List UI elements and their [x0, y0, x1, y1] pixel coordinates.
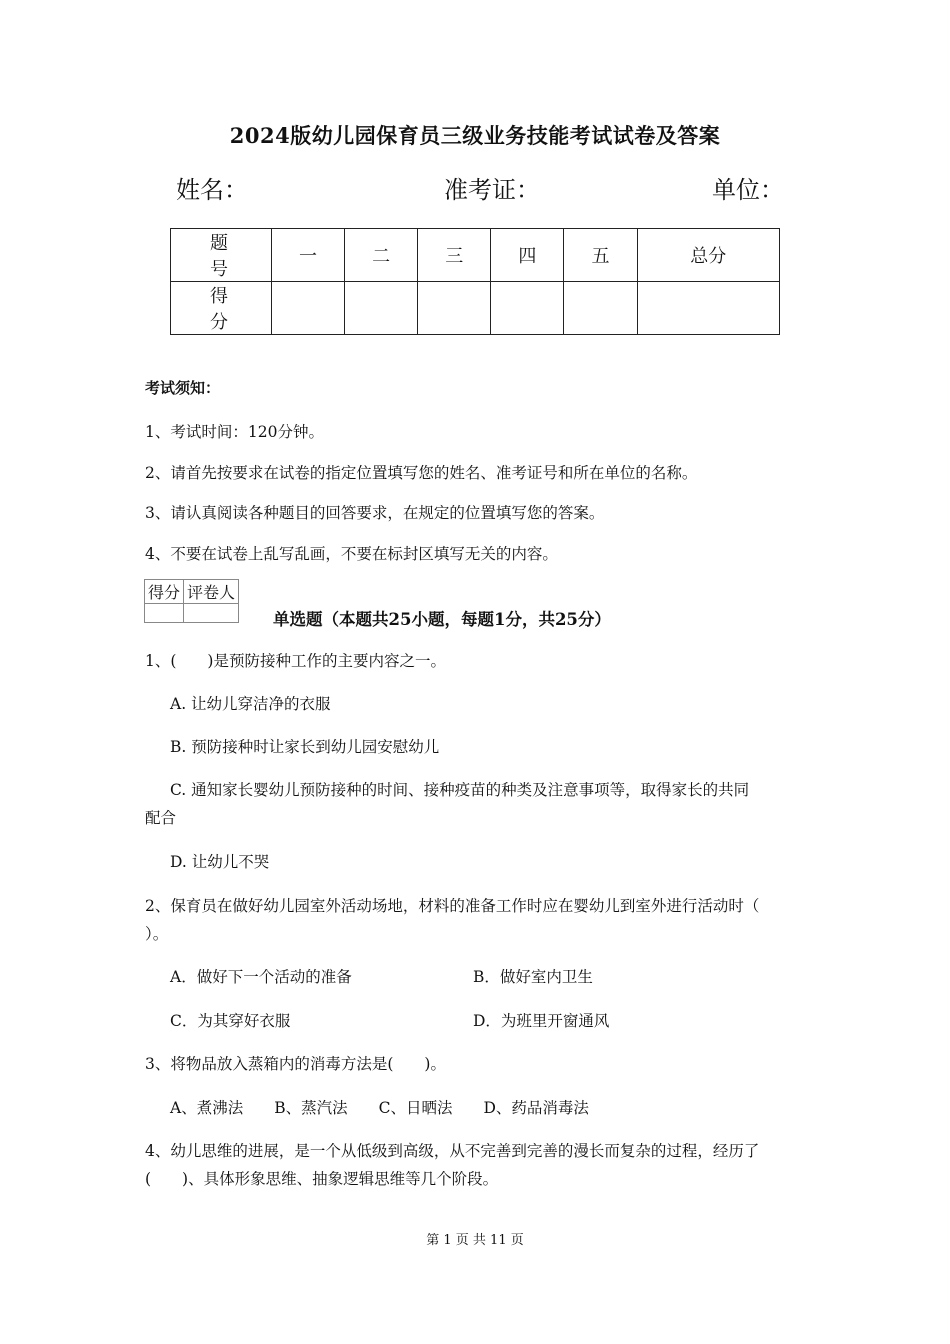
score-table-score-row — [171, 282, 780, 335]
q1-option-c-cont: 配合 — [145, 809, 177, 827]
score-table-header-row — [171, 229, 780, 282]
score-cell-total — [637, 282, 779, 335]
q3-options: A、煮沸法 B、蒸汽法 C、日晒法 D、药品消毒法 — [170, 1099, 589, 1117]
q3-stem: 3、将物品放入蒸箱内的消毒方法是( )。 — [145, 1055, 446, 1073]
grader-table-score-label: 得分 — [145, 580, 184, 604]
grader-table-grader-cell — [184, 604, 239, 623]
q2-option-c: C．为其穿好衣服 — [170, 1012, 291, 1030]
score-table-row-label: 得 分 — [171, 282, 272, 335]
q4-stem: 4、幼儿思维的进展，是一个从低级到高级，从不完善到完善的漫长而复杂的过程，经历了 — [145, 1142, 760, 1160]
grader-table — [144, 579, 239, 623]
score-cell-2 — [345, 282, 418, 335]
page-footer: 第 1 页 共 11 页 — [426, 1233, 524, 1248]
notice-item-3: 3、请认真阅读各种题目的回答要求，在规定的位置填写您的答案。 — [145, 504, 605, 522]
page-title: 2024版幼儿园保育员三级业务技能考试试卷及答案 — [229, 123, 721, 148]
score-table — [170, 228, 780, 335]
q2-option-a: A．做好下一个活动的准备 — [170, 968, 352, 986]
score-cell-5 — [564, 282, 637, 335]
q1-stem: 1、( )是预防接种工作的主要内容之一。 — [145, 652, 446, 670]
score-cell-1 — [272, 282, 345, 335]
grader-table-score-cell — [145, 604, 184, 623]
unit-field-label: 单位： — [712, 176, 784, 204]
score-cell-3 — [418, 282, 491, 335]
score-table-header-3: 三 — [418, 229, 491, 282]
q1-option-d: D. 让幼儿不哭 — [170, 853, 270, 871]
q1-option-a: A. 让幼儿穿洁净的衣服 — [170, 695, 331, 713]
q2-option-d: D．为班里开窗通风 — [473, 1012, 610, 1030]
q2-stem-cont: ）。 — [145, 925, 169, 943]
grader-table-grader-label: 评卷人 — [184, 580, 239, 604]
notice-item-4: 4、不要在试卷上乱写乱画，不要在标封区填写无关的内容。 — [145, 545, 558, 563]
q1-option-c: C. 通知家长婴幼儿预防接种的时间、接种疫苗的种类及注意事项等，取得家长的共同 — [170, 781, 750, 799]
q2-stem: 2、保育员在做好幼儿园室外活动场地，材料的准备工作时应在婴幼儿到室外进行活动时（ — [145, 897, 760, 915]
q1-option-b: B. 预防接种时让家长到幼儿园安慰幼儿 — [170, 738, 440, 756]
score-table-header-total: 总分 — [637, 229, 779, 282]
q2-option-b: B．做好室内卫生 — [473, 968, 593, 986]
notice-item-2: 2、请首先按要求在试卷的指定位置填写您的姓名、准考证号和所在单位的名称。 — [145, 464, 698, 482]
notice-item-1: 1、考试时间：120分钟。 — [145, 423, 324, 441]
score-table-header-label: 题 号 — [171, 229, 272, 282]
name-field-label: 姓名： — [176, 176, 248, 204]
section-title: 单选题（本题共25小题，每题1分，共25分） — [273, 610, 611, 629]
score-table-header-1: 一 — [272, 229, 345, 282]
score-table-header-2: 二 — [345, 229, 418, 282]
ticket-field-label: 准考证： — [444, 176, 540, 204]
notice-heading: 考试须知： — [145, 379, 221, 397]
score-table-header-5: 五 — [564, 229, 637, 282]
score-cell-4 — [491, 282, 564, 335]
score-table-header-4: 四 — [491, 229, 564, 282]
q4-stem-cont: ( )、具体形象思维、抽象逻辑思维等几个阶段。 — [145, 1170, 499, 1188]
